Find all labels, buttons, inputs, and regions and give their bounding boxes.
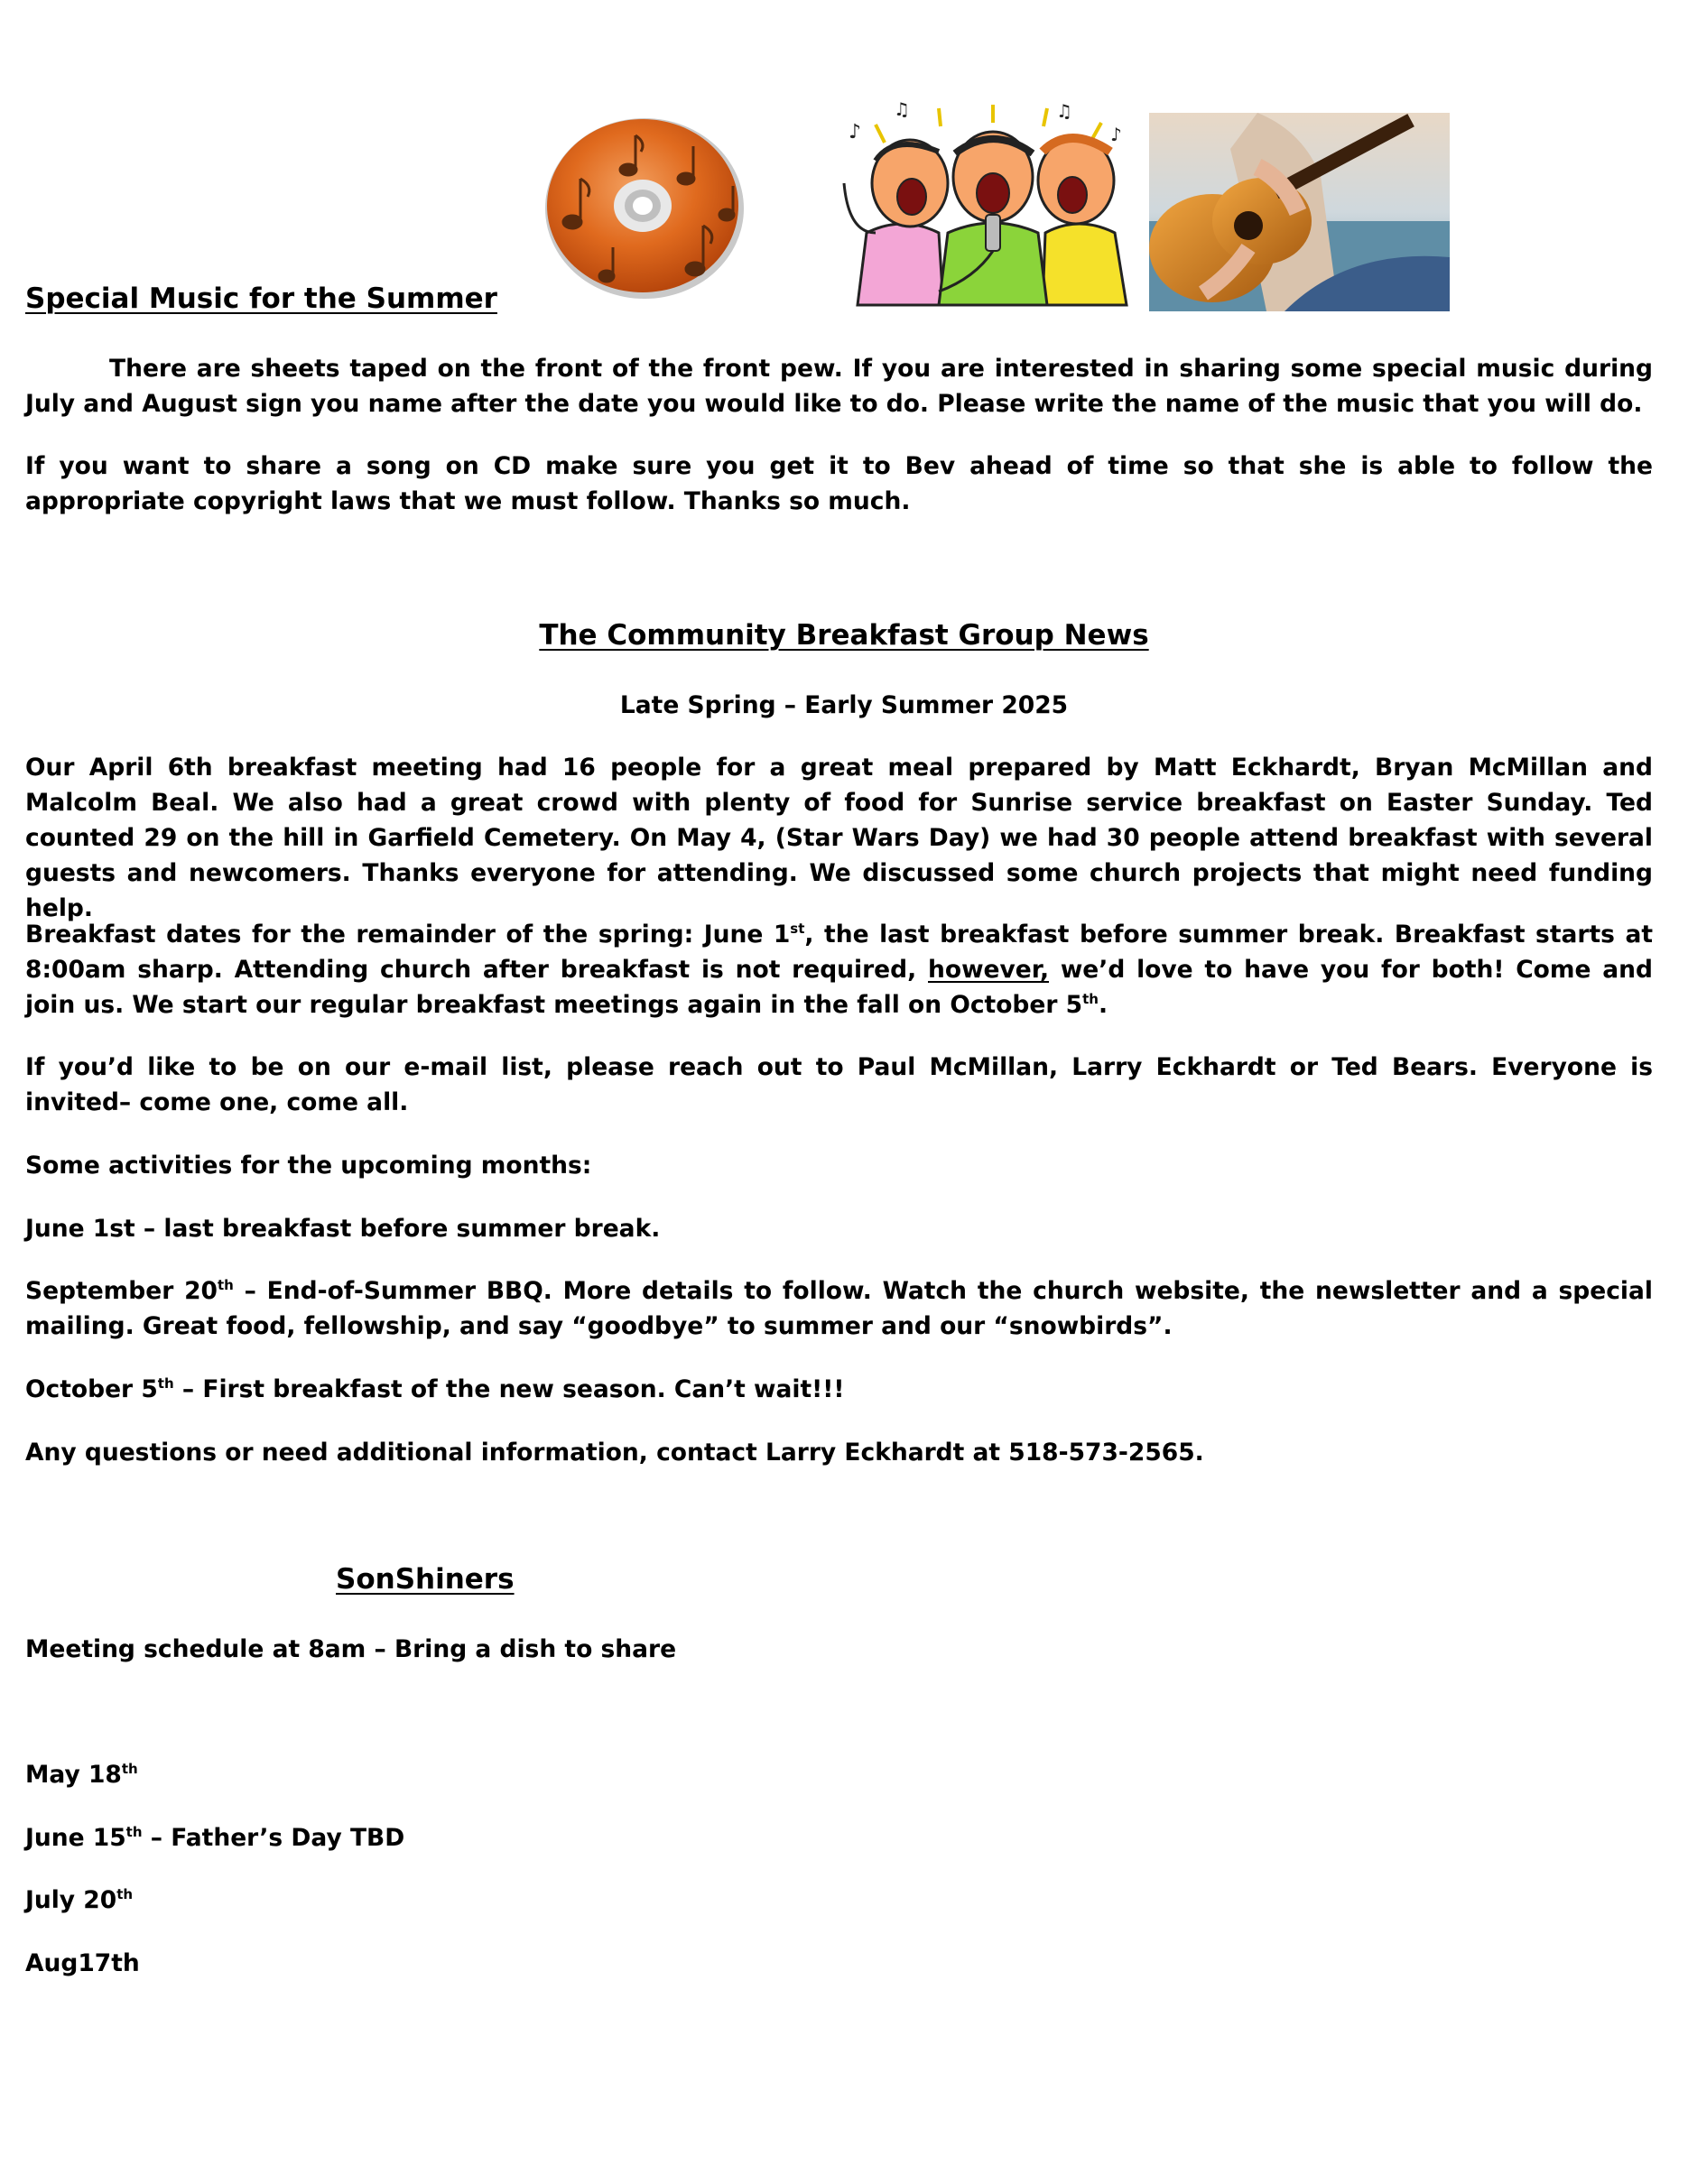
svg-text:♪: ♪: [1110, 124, 1122, 145]
singers-illustration: [839, 97, 1146, 307]
svg-text:♫: ♫: [894, 98, 910, 120]
sonshiners-date-august: Aug17th: [25, 1949, 140, 1977]
sonshiners-date-july: July 20th: [25, 1886, 134, 1914]
activity-september-20: September 20th – End-of-Summer BBQ. More details to follow. Watch the church website, the newsletter and a special mailing. Great food, fellowship, and say “goodbye” to summer and our “snowbirds”.: [25, 1277, 1653, 1340]
special-music-heading: Special Music for the Summer: [25, 282, 497, 315]
sonshiners-date-may: May 18th: [25, 1761, 138, 1789]
breakfast-news-subheading: Late Spring – Early Summer 2025: [619, 691, 1069, 719]
guitar-photo: [1149, 113, 1450, 311]
breakfast-paragraph-1: Our April 6th breakfast meeting had 16 people for a great meal prepared by Matt Eckhardt, Bryan McMillan and Malcolm Beal. We also had a great crowd with plenty of food for Sunrise service breakfast on Easter Sunday. Ted counted 29 on the hill in Garfield Cemetery. On May 4, (Star Wars Day) we had 30 people attend breakfast with several guests and newcomers. Thanks everyone for attending. We discussed some church projects that might need funding help.: [25, 754, 1653, 922]
svg-text:♪: ♪: [849, 121, 862, 143]
sonshiners-date-june: June 15th – Father’s Day TBD: [25, 1824, 405, 1852]
special-music-paragraph-1: There are sheets taped on the front of the front pew. If you are interested in sharing some special music during July and August sign you name after the date you would like to do. Please write the name of the music that you will do.: [25, 355, 1653, 418]
activity-october-5: October 5th – First breakfast of the new season. Can’t wait!!!: [25, 1375, 845, 1403]
music-cd-icon: [542, 116, 747, 301]
breakfast-paragraph-2: Breakfast dates for the remainder of the spring: June 1st, the last breakfast before summer break. Breakfast starts at 8:00am sharp. Attending church after breakfast is not required, however, we’d love to have you for both! Come and join us. We start our regular breakfast meetings again in the fall on October 5th.: [25, 921, 1653, 1019]
svg-text:♫: ♫: [1056, 100, 1072, 122]
breakfast-news-heading: The Community Breakfast Group News: [539, 619, 1149, 652]
breakfast-paragraph-3: If you’d like to be on our e-mail list, please reach out to Paul McMillan, Larry Eckhardt or Ted Bears. Everyone is invited– come one, come all.: [25, 1053, 1653, 1116]
breakfast-contact: Any questions or need additional information, contact Larry Eckhardt at 518-573-2565.: [25, 1439, 1204, 1467]
activities-intro: Some activities for the upcoming months:: [25, 1152, 592, 1180]
activity-june-1: June 1st – last breakfast before summer break.: [25, 1215, 661, 1243]
sonshiners-schedule-note: Meeting schedule at 8am – Bring a dish to share: [25, 1635, 677, 1663]
sonshiners-heading: SonShiners: [336, 1563, 515, 1596]
special-music-paragraph-2: If you want to share a song on CD make sure you get it to Bev ahead of time so that she is able to follow the appropriate copyright laws that we must follow. Thanks so much.: [25, 452, 1653, 515]
